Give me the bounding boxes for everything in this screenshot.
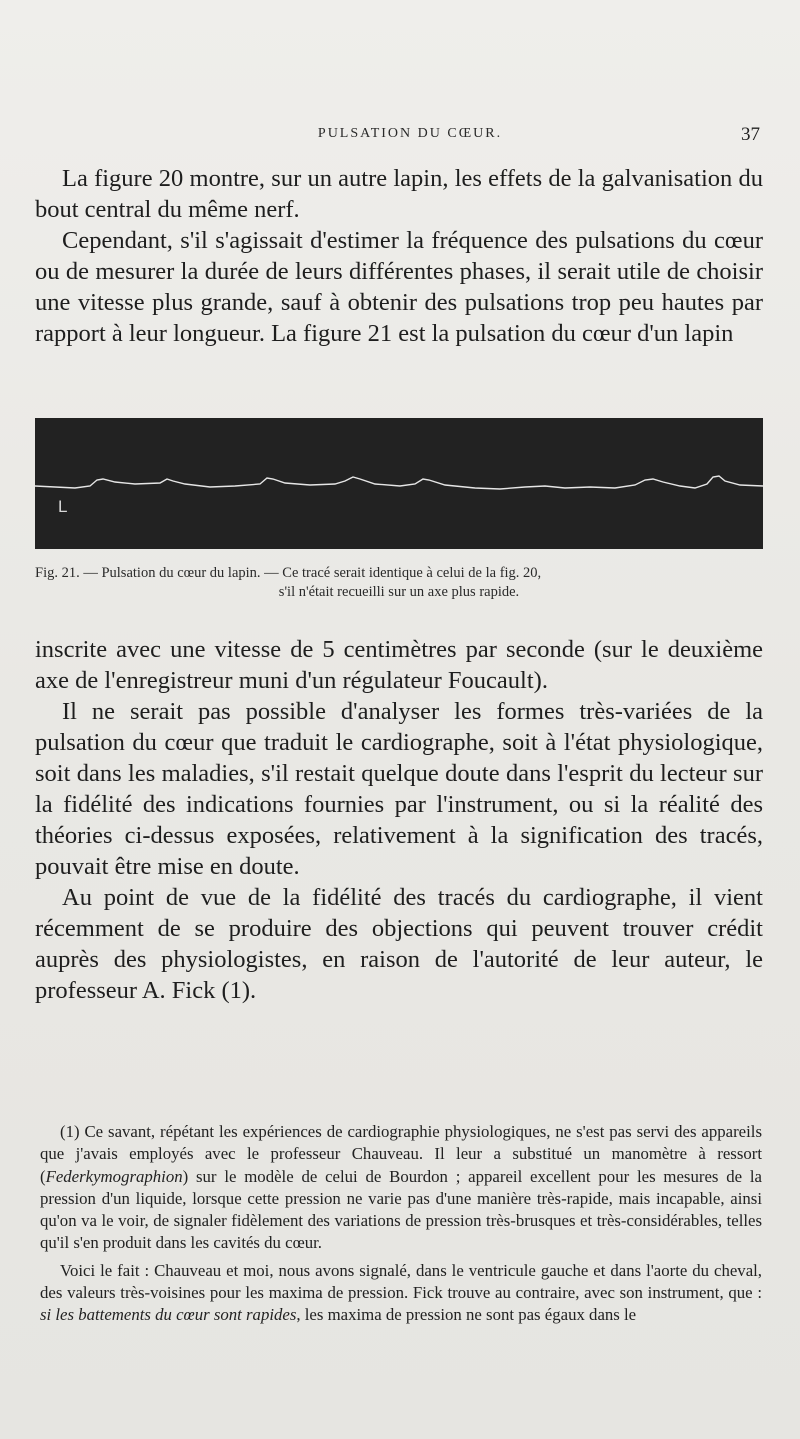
figure-21: [35, 418, 763, 549]
page-number: 37: [741, 124, 760, 145]
pulse-tracing: [35, 418, 763, 549]
paragraph: Au point de vue de la fidélité des tracés du cardiographe, il vient récemment de se produire des objections qui peuvent trouver crédit auprès des physiologistes, en raison de l'autorité de leur auteur, le professeur A. Fick (1).: [35, 884, 763, 1004]
paragraph: La figure 20 montre, sur un autre lapin, les effets de la galvanisation du bout central du même nerf.: [35, 165, 763, 223]
page-header: [60, 126, 760, 150]
paragraph: Il ne serait pas possible d'analyser les formes très-variées de la pulsation du cœur que traduit le cardiographe, soit à l'état physiologique, soit dans les maladies, s'il restait quelque doute dans l'esprit du lecteur sur la fidélité des indications fournies par l'instrument, ou si la réalité des théories ci-dessus exposées, relativement à la signification des tracés, pouvait être mise en doute.: [35, 698, 763, 880]
footnotes: [40, 1121, 762, 1327]
paragraph: inscrite avec une vitesse de 5 centimètres par seconde (sur le deuxième axe de l'enregistreur muni d'un régulateur Foucault).: [35, 636, 763, 694]
caption-line-1: Fig. 21. — Pulsation du cœur du lapin. — Ce tracé serait identique à celui de la fig. 20,: [35, 565, 542, 581]
footnote-1: (1) Ce savant, répétant les expériences de cardiographie physiologiques, ne s'est pas servi des appareils que j'avais employés avec le professeur Chauveau. Il leur a substitué un manomètre à ressort (Federkymographion) sur le modèle de celui de Bourdon ; appareil excellent pour les mesures de la pression d'un liquide, lorsque cette pression ne varie pas d'une manière très-rapide, mais incapable, ainsi qu'on va le voir, de signaler fidèlement des variations de pression très-brusques et très-considérables, telles qu'il s'en produit dans les cavités du cœur.: [40, 1122, 762, 1253]
footnote-continuation: Voici le fait : Chauveau et moi, nous avons signalé, dans le ventricule gauche et dans l'aorte du cheval, des valeurs très-voisines pour les maxima de pression. Fick trouve au contraire, avec son instrument, que : si les battements du cœur sont rapides, les maxima de pression ne sont pas égaux dans le: [40, 1260, 762, 1325]
figure-caption: [35, 564, 763, 602]
caption-line-2: s'il n'était recueilli sur un axe plus rapide.: [278, 584, 520, 600]
body-text-main: [35, 634, 763, 1006]
paragraph: Cependant, s'il s'agissait d'estimer la fréquence des pulsations du cœur ou de mesurer la durée de leurs différentes phases, il serait utile de choisir une vitesse plus grande, sauf à obtenir des pulsations trop peu hautes par rapport à leur longueur. La figure 21 est la pulsation du cœur d'un lapin: [35, 227, 763, 347]
body-text-top: [35, 163, 763, 349]
trace-label: L: [58, 497, 68, 516]
running-head: PULSATION DU CŒUR.: [317, 126, 503, 141]
